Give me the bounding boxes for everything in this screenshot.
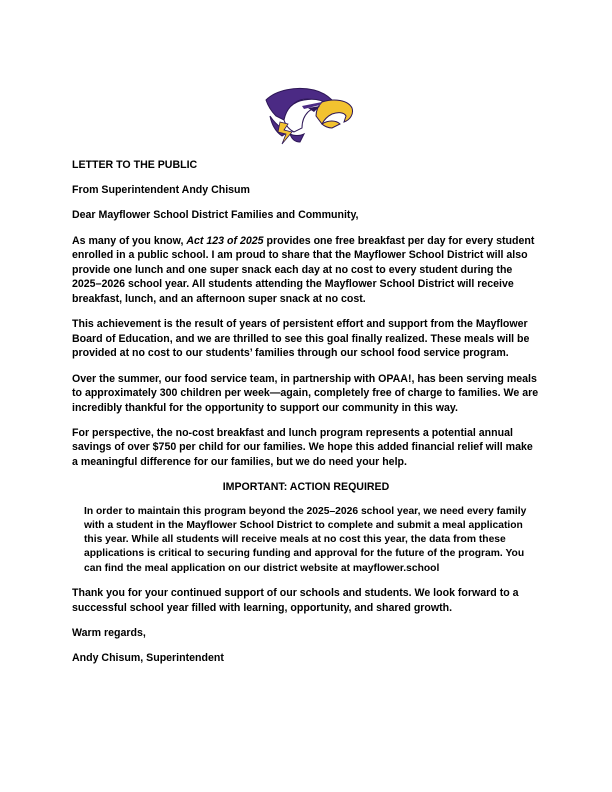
paragraph-summer: Over the summer, our food service team, in partnership with OPAA!, has been serving meals to approximately 300 children per week—again, completely free of charge to families. We are incredibly thankful for the opportunity to support our community in this way. xyxy=(72,372,539,414)
paragraph-thanks: Thank you for your continued support of our schools and students. We look forward to a successful school year filled with learning, opportunity, and shared growth. xyxy=(72,587,519,615)
paragraph-lead: As many of you know, xyxy=(72,234,187,247)
eagle-mascot-icon xyxy=(262,86,354,146)
letter-title: LETTER TO THE PUBLIC xyxy=(72,159,198,171)
letter-from: From Superintendent Andy Chisum xyxy=(72,184,250,197)
paragraph-perspective: For perspective, the no-cost breakfast and lunch program represents a potential annual savings of over $750 per child for our families. We hope this added financial relief will make a meaningful difference for our families, but we do need your help. xyxy=(72,426,533,469)
letter-body xyxy=(72,158,540,677)
letter-signature: Andy Chisum, Superintendent xyxy=(72,652,224,665)
paragraph-act-123 xyxy=(72,234,540,307)
important-body: In order to maintain this program beyond the 2025–2026 school year, we need every family with a student in the Mayflower School District to complete and submit a meal application this year. While all students will receive meals at no cost this year, the data from these applications is critical to securing funding and approval for the future of the program. You can find the meal application on our district website at mayflower.school xyxy=(84,505,527,574)
important-heading: IMPORTANT: ACTION REQUIRED xyxy=(222,481,390,494)
paragraph-rest: provides one free breakfast per day for every student enrolled in a public school. I am proud to share that the Mayflower School District will also provide one lunch and one super snack each day at no cost to every student during the 2025–2026 school year. All students attending the Mayflower School District will receive breakfast, lunch, and an afternoon super snack at no cost. xyxy=(72,234,535,305)
letter-closing: Warm regards, xyxy=(72,627,146,640)
paragraph-achievement: This achievement is the result of years of persistent effort and support from the Mayflower Board of Education, and we are thrilled to see this goal finally realized. These meals will be provided at no cost to our students’ families through our school food service program. xyxy=(72,318,530,360)
letter-salutation: Dear Mayflower School District Families and Community, xyxy=(72,209,359,222)
act-reference: Act 123 of 2025 xyxy=(186,234,264,247)
